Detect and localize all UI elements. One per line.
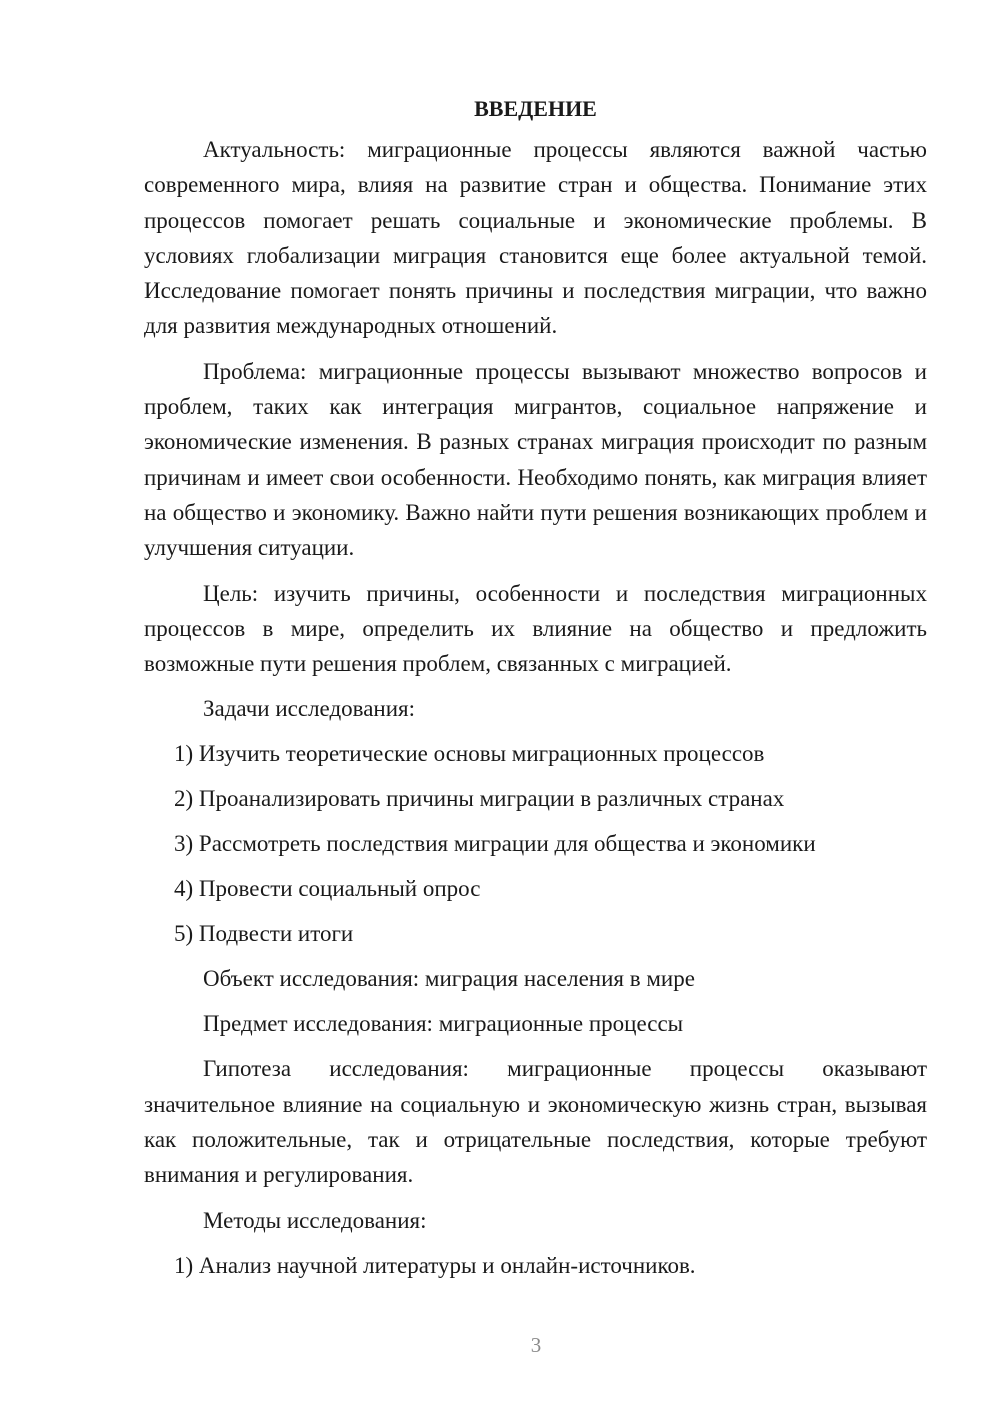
hypothesis-paragraph: Гипотеза исследования: миграционные процессы оказывают значительное влияние на социальную и экономическую жизнь стран, вызывая как положительные, так и отрицательные последствия, которые требуют внимания и регулирования. bbox=[144, 1056, 927, 1188]
research-object: Объект исследования: миграция населения в мире bbox=[203, 966, 695, 992]
methods-heading: Методы исследования: bbox=[203, 1207, 427, 1233]
research-subject: Предмет исследования: миграционные процессы bbox=[203, 1011, 684, 1037]
task-item: 3) Рассмотреть последствия миграции для общества и экономики bbox=[174, 831, 816, 857]
relevance-paragraph: Актуальность: миграционные процессы являются важной частью современного мира, влияя на развитие стран и общества. Понимание этих процессов помогает решать социальные и экономические проблемы. В условиях глобализации миграция становится еще более актуальной темой. Исследование помогает понять причины и последствия миграции, что важно для развития международных отношений. bbox=[144, 137, 927, 339]
task-item: 2) Проанализировать причины миграции в различных странах bbox=[174, 786, 785, 812]
section-title: ВВЕДЕНИЕ bbox=[474, 96, 597, 121]
goal-paragraph: Цель: изучить причины, особенности и последствия миграционных процессов в мире, определить их влияние на общество и предложить возможные пути решения проблем, связанных с миграцией. bbox=[144, 580, 927, 677]
task-item: 5) Подвести итоги bbox=[174, 921, 354, 947]
method-item: 1) Анализ научной литературы и онлайн-источников. bbox=[174, 1252, 696, 1278]
task-item: 1) Изучить теоретические основы миграционных процессов bbox=[174, 741, 765, 767]
page-number: 3 bbox=[530, 1333, 542, 1357]
page-content bbox=[144, 92, 927, 1293]
tasks-heading: Задачи исследования: bbox=[203, 696, 416, 722]
task-item: 4) Провести социальный опрос bbox=[174, 876, 481, 902]
problem-paragraph: Проблема: миграционные процессы вызывают множество вопросов и проблем, таких как интеграция мигрантов, социальное напряжение и экономические изменения. В разных странах миграция происходит по разным причинам и имеет свои особенности. Необходимо понять, как миграция влияет на общество и экономику. Важно найти пути решения возникающих проблем и улучшения ситуации. bbox=[144, 358, 927, 561]
